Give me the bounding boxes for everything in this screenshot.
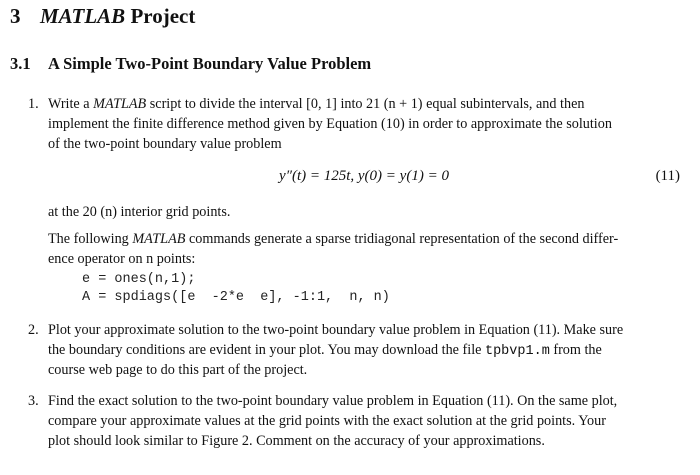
item-1-para-2-line-2: ence operator on n points: xyxy=(48,251,196,267)
item-1-line-1-start: Write a xyxy=(48,96,94,112)
item-1-para-2-matlab-word: MATLAB xyxy=(132,231,186,247)
code-line-1: e = ones(n,1); xyxy=(82,272,196,287)
item-1-text-line-2: implement the finite difference method given by Equation (10) in order to approximate the solution xyxy=(48,116,612,132)
item-2-text-line-2 xyxy=(48,340,680,362)
item-1-number: 1. xyxy=(28,96,39,112)
item-2-number: 2. xyxy=(28,322,39,338)
item-2-line-2-end: from the xyxy=(549,342,602,358)
item-1-line-1-end: script to divide the interval [0, 1] into 21 (n + 1) equal subintervals, and then xyxy=(146,96,585,112)
item-1-matlab-word: MATLAB xyxy=(93,96,147,112)
section-number: 3 xyxy=(10,4,21,28)
equation-11: y″(t) = 125t, y(0) = y(1) = 0 xyxy=(279,168,449,184)
section-heading xyxy=(10,4,195,29)
item-2-text-line-1: Plot your approximate solution to the two-point boundary value problem in Equation (11). Make sure xyxy=(48,322,624,338)
item-1-after-equation: at the 20 (n) interior grid points. xyxy=(48,204,231,220)
code-line-2: A = spdiags([e -2*e e], -1:1, n, n) xyxy=(82,290,390,305)
item-1-para-2-line-1 xyxy=(48,229,680,249)
item-1-para-2-end: commands generate a sparse tridiagonal representation of the second differ- xyxy=(185,231,619,247)
item-1-text-line-3: of the two-point boundary value problem xyxy=(48,136,282,152)
equation-number: (11) xyxy=(655,168,680,184)
subsection-title: A Simple Two-Point Boundary Value Problem xyxy=(48,54,372,73)
item-2-line-2-start: the boundary conditions are evident in your plot. You may download the file xyxy=(48,342,485,358)
item-1-para-2-start: The following xyxy=(48,231,133,247)
item-3-text-line-3: plot should look similar to Figure 2. Comment on the accuracy of your approximations. xyxy=(48,433,545,449)
subsection-number: 3.1 xyxy=(10,54,31,73)
section-title-rest: Project xyxy=(125,4,196,28)
item-3-text-line-1: Find the exact solution to the two-point boundary value problem in Equation (11). On the same plot, xyxy=(48,393,618,409)
item-3-number: 3. xyxy=(28,393,39,409)
subsection-heading xyxy=(10,54,371,74)
section-title-italic: MATLAB xyxy=(40,4,126,28)
item-3-text-line-2: compare your approximate values at the grid points with the exact solution at the grid points. Your xyxy=(48,413,606,429)
item-2-filename: tpbvp1.m xyxy=(484,344,550,359)
item-2-text-line-3: course web page to do this part of the project. xyxy=(48,362,308,378)
item-1-text-line-1 xyxy=(48,94,680,114)
